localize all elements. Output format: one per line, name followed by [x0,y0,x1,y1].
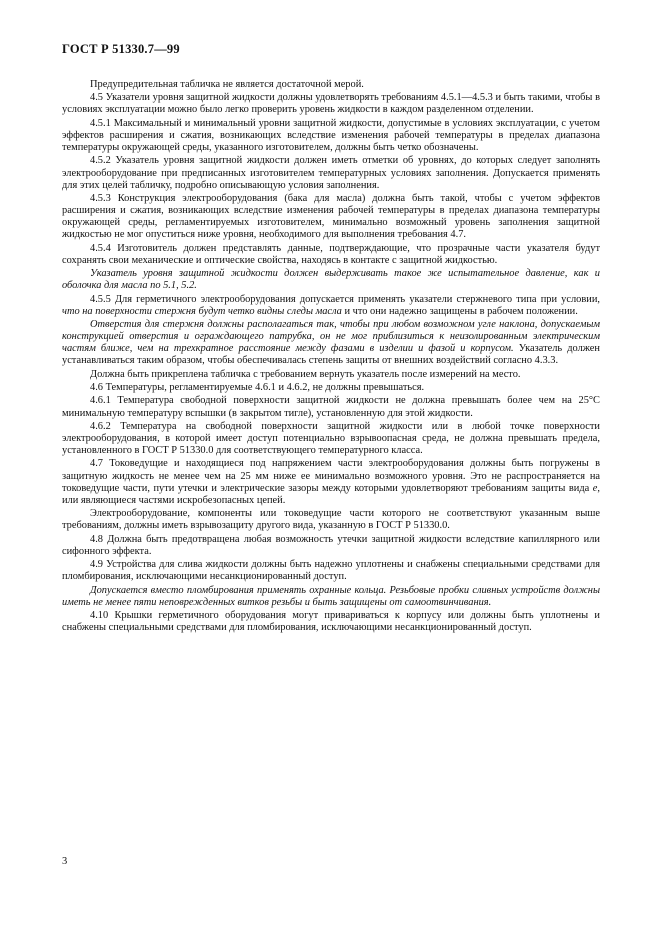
italic-run: что на поверхности стержня будут четко видны следы масла [62,305,342,317]
document-body [62,79,600,635]
paragraph: Должна быть прикреплена табличка с требованием вернуть указатель после измерений на место. [90,368,521,380]
text-run: 4.7 Токоведущие и находящиеся под напряжением части электрооборудования должны быть погружены в защитную жидкость не менее чем на 25 мм ниже ее минимально возможного уровня. Это не распространяется на токоведущие части, пути утечки и электрические зазоры между которыми удовлетворяют требованиям защиты вида [62,458,600,494]
paragraph-4-5-3: 4.5.3 Конструкция электрооборудования (бака для масла) должна быть такой, чтобы с учетом эффектов расширения и сжатия, возникающих вследствие изменения рабочей температуры в пределах диапазона температуры окружающей среды, регламентируемых изготовителем, минимально возможный уровень заполнения защитной жидкостью не мог опуститься ниже уровня, необходимого для выполнения требования 4.7. [62,192,600,241]
page-number: 3 [62,856,68,867]
text-run: , или являющиеся частями искробезопасных цепей. [62,482,600,506]
paragraph-4-5: 4.5 Указатели уровня защитной жидкости должны удовлетворять требованиям 4.5.1—4.5.3 и быть такими, чтобы в условиях эксплуатации можно было легко проверить уровень жидкости в каждом разделенном отделении. [62,92,600,116]
italic-paragraph: Допускается вместо пломбирования применять охранные кольца. Резьбовые пробки сливных устройств должны иметь не менее пяти неповрежденных витков резьбы и быть защищены от самоотвинчивания. [62,584,600,608]
standard-header: ГОСТ Р 51330.7—99 [62,42,180,56]
paragraph-4-5-5 [62,294,600,318]
paragraph-4-6: 4.6 Температуры, регламентируемые 4.6.1 и 4.6.2, не должны превышаться. [90,382,425,394]
paragraph-4-10: 4.10 Крышки герметичного оборудования могут привариваться к корпусу или должны быть уплотнены и снабжены специальными средствами для пломбирования, исключающими несанкционированный доступ. [62,610,600,634]
paragraph: Электрооборудование, компоненты или токоведущие части которого не соответствуют указанным выше требованиям, должны иметь взрывозащиту другого вида, указанную в ГОСТ Р 51330.0. [62,508,600,532]
paragraph-4-8: 4.8 Должна быть предотвращена любая возможность утечки защитной жидкости вследствие капиллярного или сифонного эффекта. [62,533,600,557]
paragraph-4-6-2: 4.6.2 Температура на свободной поверхности защитной жидкости или в любой точке поверхности электрооборудования, в которой имеет доступ потенциально взрывоопасная среда, не должна превышать предела, установленного в ГОСТ Р 51330.0 для соответствующего температурного класса. [62,420,600,457]
paragraph-rod-holes [62,319,600,367]
paragraph-4-6-1: 4.6.1 Температура свободной поверхности защитной жидкости не должна превышать более чем на 25°С минимальную температуру вспышки (в закрытом тигле), установленную для этой жидкости. [62,395,600,419]
text-run: и что они надежно защищены в рабочем положении. [341,305,578,317]
paragraph-4-5-2: 4.5.2 Указатель уровня защитной жидкости должен иметь отметки об уровнях, до которых следует заполнять электрооборудование при предписанных изготовителем температурных условиях заполнения. Допускается применять для этих целей табличку, подробно описывающую условия заполнения. [62,155,600,191]
italic-run: е [592,482,598,494]
paragraph-4-7 [62,458,600,506]
text-run: 4.5.5 Для герметичного электрооборудования допускается применять указатели стержневого типа при условии, [90,293,600,305]
italic-paragraph: Указатель уровня защитной жидкости должен выдерживать такое же испытательное давление, как и оболочка для масла по 5.1, 5.2. [62,268,600,292]
text-run: Указатель должен устанавливаться таким образом, чтобы обеспечивалась степень защиты от внешних воздействий согласно 4.3.3. [62,343,600,367]
paragraph-4-5-4: 4.5.4 Изготовитель должен представлять данные, подтверждающие, что прозрачные части указателя будут сохранять свои механические и оптические свойства, находясь в контакте с защитной жидкостью. [62,242,600,266]
paragraph-4-5-1: 4.5.1 Максимальный и минимальный уровни защитной жидкости, допустимые в условиях эксплуатации, с учетом эффектов расширения и сжатия, возникающих вследствие изменения рабочей температуры в пределах диапазона температуры окружающей среды, указанного изготовителем, должны быть четко обозначены. [62,117,600,154]
paragraph: Предупредительная табличка не является достаточной мерой. [90,79,364,90]
italic-run: Отверстия для стержня должны располагаться так, чтобы при любом возможном угле наклона, допускаемым конструкцией отверстия и ограждающего патрубка, он не мог приблизиться к неизолированным электрическим частям ближе, чем на трехкратное расстояние между фазами в изделии и фазой и корпусом. [62,319,600,355]
paragraph-4-9: 4.9 Устройства для слива жидкости должны быть надежно уплотнены и снабжены специальными средствами для пломбирования, исключающими несанкционированный доступ. [62,559,600,583]
